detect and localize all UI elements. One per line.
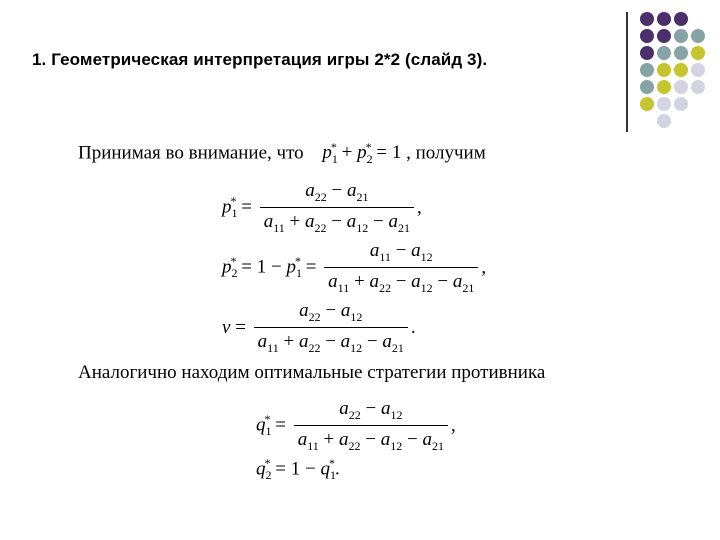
sum-condition: $p_1^* + p_2^* = 1$ [322,140,407,167]
intro-prefix: Принимая во внимание, что [78,142,304,164]
formula-p2: $p_2^* = 1 - p_1^*$ = $\frac{a_{11} - a_{12}}{a_{11} + a_{22} - a_{12} - a_{21}}$ , [222,240,487,295]
formula-q1: $q_1^*$ = $\frac{a_{22} - a_{12}}{a_{11} + a_{22} - a_{12} - a_{21}}$ , [256,398,456,453]
analog-text: Аналогично находим оптимальные стратегии противника [78,362,546,383]
slide-title: 1. Геометрическая интерпретация игры 2*2 (слайд 3). [32,50,488,69]
formula-value: ν = $\frac{a_{22} - a_{12}}{a_{11} + a_{22} - a_{12} - a_{21}}$ . [222,300,416,355]
formula-q2: $q_2^* = 1 - q_1^*$. [256,456,340,483]
intro-line [78,140,486,167]
decor-divider [626,12,628,132]
formula-p1: $p_1^*$ = $\frac{a_{22} - a_{21}}{a_{11} + a_{22} - a_{12} - a_{21}}$ , [222,180,422,235]
intro-suffix: , получим [406,142,486,164]
